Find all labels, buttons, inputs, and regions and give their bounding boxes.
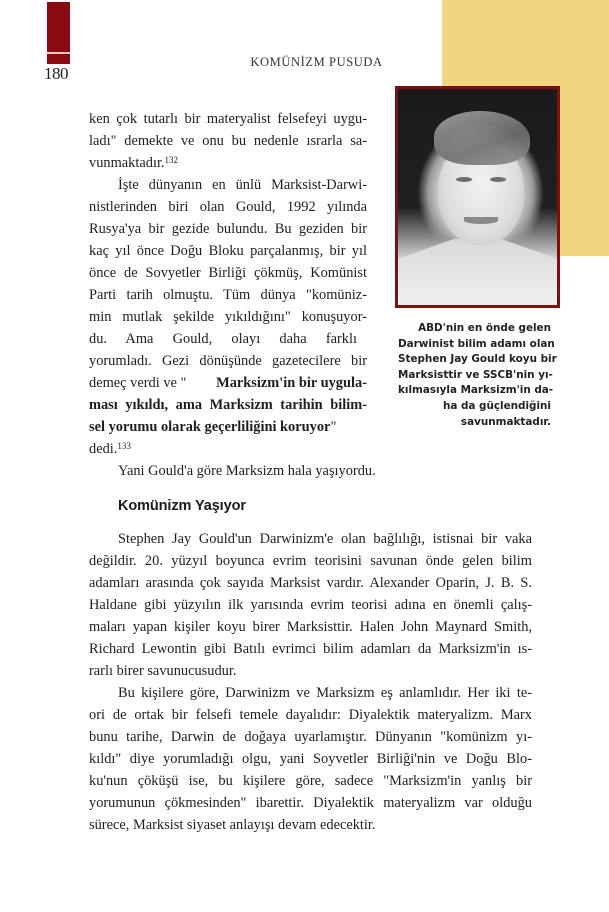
body-text: dedi. — [89, 441, 118, 457]
caption-line: ABD'nin en önde gelen — [418, 322, 551, 334]
body-line — [89, 418, 367, 436]
body-line: kaç yıl önce Doğu Bloku parçalanmış, bir yıl — [89, 243, 367, 259]
photo-eye — [490, 177, 506, 182]
footnote-ref[interactable]: 132 — [164, 155, 179, 165]
quote-bold: sel yorumu olarak geçerliliğini koruyor — [89, 419, 331, 435]
body-text: demeç verdi ve " — [89, 375, 187, 391]
caption-line: Marksisttir ve SSCB'nin yı- — [398, 368, 553, 381]
body-line: sürece, Marksist siyaset anlayışı devam edecektir. — [89, 817, 376, 833]
quote-bold: Marksizm'in bir uygula- — [216, 375, 367, 391]
body-line: Rusya'ya bir gezide bulundu. Bu geziden bir — [89, 221, 367, 237]
body-line: Yani Gould'a göre Marksizm hala yaşıyordu. — [118, 463, 376, 479]
body-line: Haldane gibi yüzyılın ilk yarısında evrim teorisi adına en önemli çalış- — [89, 597, 532, 613]
running-title: KOMÜNİZM PUSUDA — [250, 55, 383, 69]
caption-line: Stephen Jay Gould koyu bir — [398, 353, 557, 366]
caption-line: kılmasıyla Marksizm'in da- — [398, 384, 554, 397]
page-marker-stripe — [47, 52, 70, 54]
body-line: kıldı" diye yorumladığı olgu, yani Soyvetler Birliği'nin ve Doğu Blo- — [89, 751, 532, 767]
page-marker-bar — [47, 2, 70, 64]
page-number: 180 — [44, 64, 68, 83]
body-line: İşte dünyanın en ünlü Marksist-Darwi- — [118, 177, 367, 193]
body-line: min mutlak şekilde yıkıldığını" konuşuyor- — [89, 309, 367, 325]
photo-eye — [456, 177, 472, 182]
photo-mouth — [464, 217, 498, 224]
body-line: adamları arasında çok sayıda Marksist vardır. Alexander Oparin, J. B. S. — [89, 575, 532, 591]
portrait-photo — [395, 86, 560, 308]
body-line: Parti tarih olmuştu. Tüm dünya "komüniz- — [89, 287, 367, 303]
body-line: ladı" demekte ve onu bu nedenle ısrarla sa- — [89, 133, 367, 149]
body-line: ori de ortak bir felsefi temele dayalıdır: Diyalektik materyalizm. Marx — [89, 707, 532, 723]
photo-shirt — [398, 239, 557, 305]
body-line — [89, 154, 178, 172]
body-line: Bu kişilere göre, Darwinizm ve Marksizm eş anlamlıdır. Her iki te- — [118, 685, 532, 701]
photo-caption — [398, 321, 557, 430]
body-text: " — [330, 419, 337, 435]
body-line: Richard Lewontin gibi Batılı evrimci bilim adamları da Marksizm'in ıs- — [89, 641, 532, 657]
body-line: bunu tarihe, Darwin de doğaya uyarlamıştır. Dünyanın "komünizm yı- — [89, 729, 532, 745]
body-line: yorumladı. Gezi dönüşünde gazetecilere bir — [89, 353, 367, 369]
section-heading: Komünizm Yaşıyor — [118, 498, 246, 514]
caption-line: savunmaktadır. — [460, 415, 551, 428]
photo-hair — [434, 111, 530, 165]
body-line: nistlerinden biri olan Gould, 1992 yılında — [89, 199, 367, 215]
body-line: Stephen Jay Gould'un Darwinizm'e olan bağlılığı, istisnai bir vaka — [118, 531, 532, 547]
body-line: ku'nun çöküşü ise, bu kişilere göre, sadece "Marksizm'in yanlış bir — [89, 773, 532, 789]
body-text: vunmaktadır. — [89, 155, 165, 171]
body-line — [89, 440, 131, 458]
footnote-ref[interactable]: 133 — [117, 441, 131, 451]
body-line: maları yapan kişiler koyu birer Marksisttir. Halen John Maynard Smith, — [89, 619, 532, 635]
body-line: değildir. 20. yüzyıl boyunca evrim teorisini savunan önde gelen bilim — [89, 553, 532, 569]
caption-line: ha da güçlendiğini — [442, 399, 551, 412]
body-line: rarlı birer savunucusudur. — [89, 663, 237, 679]
caption-line: Darwinist bilim adamı olan — [398, 337, 555, 350]
body-line: du. Ama Gould, olayı daha farklı — [89, 331, 357, 347]
quote-bold-line: ması yıkıldı, ama Marksizm tarihin bilim- — [89, 397, 367, 413]
body-line — [89, 374, 367, 392]
body-line: yorumunun çökmesinden" ibarettir. Diyalektik materyalizm var olduğu — [89, 795, 532, 811]
body-line: önce de Sovyetler Birliği çökmüş, Komünist — [89, 265, 367, 281]
body-line: ken çok tutarlı bir materyalist felsefeyi uygu- — [89, 111, 367, 127]
